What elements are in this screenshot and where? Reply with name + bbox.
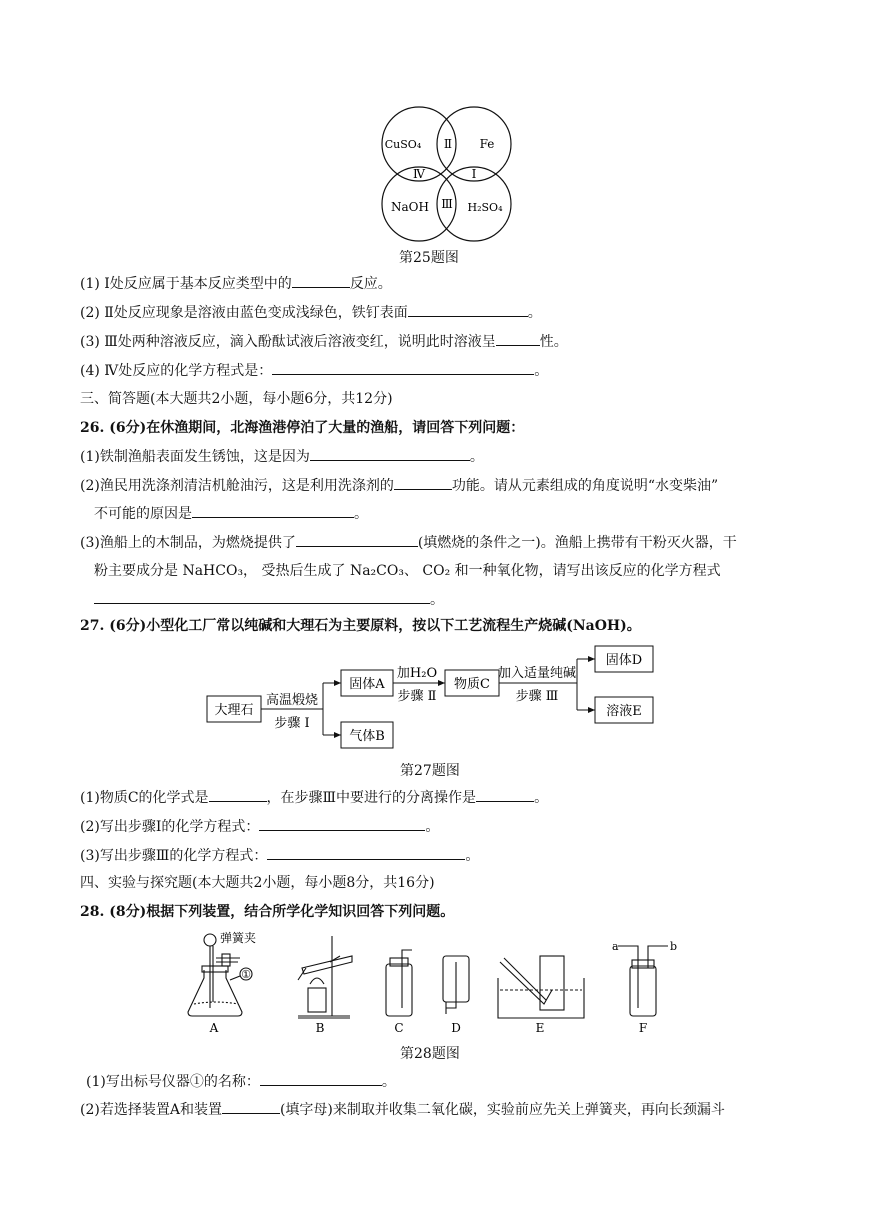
- q27-p1-text: (1)物质C的化学式是: [80, 790, 209, 806]
- venn-cuso4: CuSO₄: [384, 138, 422, 151]
- flow-step2: 步骤 Ⅱ: [397, 689, 437, 704]
- q25-p1-blank[interactable]: [292, 273, 350, 288]
- apparatus-label-a: A: [209, 1021, 219, 1035]
- q27-p1-blank1[interactable]: [209, 787, 267, 802]
- fig28-caption: 第28题图: [400, 1046, 460, 1062]
- apparatus-label-c: C: [394, 1021, 404, 1035]
- flow-solution-e: 溶液E: [606, 704, 642, 719]
- q25-part4: [80, 360, 548, 381]
- q26-p3-eq-blank[interactable]: [94, 589, 430, 604]
- q26-p2c-tail: 。: [354, 506, 368, 522]
- q27-p3-blank[interactable]: [267, 845, 465, 860]
- q25-p4-blank[interactable]: [272, 360, 534, 375]
- q28-p2-blank[interactable]: [222, 1099, 280, 1114]
- apparatus-label-f: F: [638, 1021, 648, 1035]
- tube-a-label: a: [612, 940, 619, 953]
- q26-part2: [80, 475, 718, 496]
- q27-p1-mid: ，在步骤Ⅲ中要进行的分离操作是: [266, 790, 477, 806]
- q27-head: 27. (6分)小型化工厂常以纯碱和大理石为主要原料，按以下工艺流程生产烧碱(NaOH)。: [80, 618, 641, 634]
- q25-p3-blank[interactable]: [496, 331, 540, 346]
- q26-p1-text: (1)铁制渔船表面发生锈蚀，这是因为: [80, 449, 310, 465]
- q27-p1-tail: 。: [534, 790, 549, 806]
- q25-p2-tail: 。: [527, 305, 542, 321]
- q26-head: 26. (6分)在休渔期间，北海渔港停泊了大量的渔船，请回答下列问题：: [80, 420, 525, 436]
- venn-region-4: Ⅳ: [413, 167, 425, 181]
- fig27-caption: 第27题图: [400, 763, 460, 779]
- q26-p2-tail: 功能。请从元素组成的角度说明“水变柴油”: [451, 478, 719, 494]
- q28-part1: [86, 1071, 396, 1092]
- q25-p3-text: (3) Ⅲ处两种溶液反应，滴入酚酞试液后溶液变红，说明此时溶液呈: [80, 334, 496, 350]
- flow-add-soda: 加入适量纯碱: [497, 666, 577, 681]
- flow-solid-a: 固体A: [349, 677, 385, 692]
- q26-p2-text: (2)渔民用洗涤剂清洁机舱油污，这是利用洗涤剂的: [80, 478, 394, 494]
- apparatus-figure: [180, 928, 700, 1036]
- flow-step1: 步骤 Ⅰ: [274, 716, 310, 731]
- apparatus-e: [498, 956, 584, 1018]
- venn-fe: Fe: [479, 137, 495, 151]
- flow-add-water: 加H₂O: [396, 666, 438, 681]
- q28-p1-tail: 。: [381, 1074, 396, 1090]
- q28-p2-tail: (填字母)来制取并收集二氧化碳，实验前应先关上弹簧夹，再向长颈漏斗: [279, 1102, 725, 1118]
- q26-p2c-text: 不可能的原因是: [94, 506, 192, 522]
- flow-diagram: [205, 640, 675, 755]
- venn-naoh: NaOH: [391, 200, 429, 214]
- flow-substance-c: 物质C: [454, 677, 490, 692]
- flow-marble: 大理石: [214, 703, 254, 718]
- spring-clip-label: 弹簧夹: [220, 931, 257, 945]
- q27-part3: [80, 845, 479, 866]
- q27-p2-blank[interactable]: [259, 816, 425, 831]
- q26-p3-text: (3)渔船上的木制品，为燃烧提供了: [80, 535, 296, 551]
- q25-p1-text: (1) Ⅰ处反应属于基本反应类型中的: [80, 276, 292, 292]
- q28-p1-text: (1)写出标号仪器①的名称：: [86, 1074, 260, 1090]
- section3-heading: 三、简答题(本大题共2小题，每小题6分，共12分): [80, 391, 393, 407]
- q27-p2-tail: 。: [425, 819, 440, 835]
- q26-part3: [80, 532, 737, 553]
- apparatus-b: [298, 936, 352, 1018]
- q27-p2-text: (2)写出步骤Ⅰ的化学方程式：: [80, 819, 260, 835]
- apparatus-d: [443, 956, 469, 1014]
- q28-part2: [80, 1099, 725, 1120]
- q25-p4-tail: 。: [534, 363, 549, 379]
- venn-h2so4: H₂SO₄: [467, 201, 503, 214]
- q25-p2-blank[interactable]: [408, 302, 528, 317]
- flow-step3: 步骤 Ⅲ: [515, 689, 559, 704]
- q28-p1-blank[interactable]: [260, 1071, 382, 1086]
- q26-p2-blank[interactable]: [394, 475, 452, 490]
- q26-p3-eq-tail: 。: [430, 592, 444, 608]
- q26-part1: [80, 446, 484, 467]
- q27-part1: [80, 787, 548, 808]
- q28-head: 28. (8分)根据下列装置，结合所学化学知识回答下列问题。: [80, 904, 455, 920]
- q25-part1: [80, 273, 392, 294]
- venn-region-3: Ⅲ: [441, 197, 453, 211]
- apparatus-f: [618, 946, 668, 1016]
- section4-heading: 四、实验与探究题(本大题共2小题，每小题8分，共16分): [80, 875, 435, 891]
- apparatus-label-d: D: [451, 1021, 461, 1035]
- apparatus-c: [386, 950, 412, 1016]
- venn-region-1: Ⅰ: [471, 167, 477, 181]
- q25-p3-tail: 性。: [539, 334, 568, 350]
- q25-part3: [80, 331, 568, 352]
- flow-calcine: 高温煅烧: [265, 693, 319, 708]
- q27-p3-tail: 。: [465, 848, 480, 864]
- q25-p4-text: (4) Ⅳ处反应的化学方程式是：: [80, 363, 273, 379]
- q26-part2-cont: [94, 503, 368, 524]
- instrument-1-label: ①: [241, 968, 251, 981]
- flow-gas-b: 气体B: [349, 729, 385, 744]
- flow-solid-d: 固体D: [605, 653, 643, 668]
- q25-p1-tail: 反应。: [349, 276, 392, 292]
- venn-diagram: [375, 104, 525, 246]
- q26-p3-blank[interactable]: [296, 532, 418, 547]
- q26-part3-eq: [94, 589, 444, 610]
- fig25-caption: 第25题图: [399, 250, 459, 266]
- q28-p2-text: (2)若选择装置A和装置: [80, 1102, 222, 1118]
- q27-part2: [80, 816, 439, 837]
- apparatus-label-b: B: [315, 1021, 325, 1035]
- q25-p2-text: (2) Ⅱ处反应现象是溶液由蓝色变成浅绿色，铁钉表面: [80, 305, 408, 321]
- q26-p1-blank[interactable]: [310, 446, 470, 461]
- q27-p3-text: (3)写出步骤Ⅲ的化学方程式：: [80, 848, 268, 864]
- q26-part3-cont: 粉主要成分是 NaHCO₃， 受热后生成了 Na₂CO₃、 CO₂ 和一种氧化物，请写出该反应的化学方程式: [94, 563, 721, 579]
- q25-part2: [80, 302, 542, 323]
- q27-p1-blank2[interactable]: [476, 787, 534, 802]
- tube-b-label: b: [670, 940, 678, 953]
- venn-region-2: Ⅱ: [443, 137, 453, 151]
- q26-p3-tail: (填燃烧的条件之一)。渔船上携带有干粉灭火器，干: [417, 535, 737, 551]
- apparatus-label-e: E: [535, 1021, 545, 1035]
- q26-p2c-blank[interactable]: [192, 503, 354, 518]
- q26-p1-tail: 。: [469, 449, 484, 465]
